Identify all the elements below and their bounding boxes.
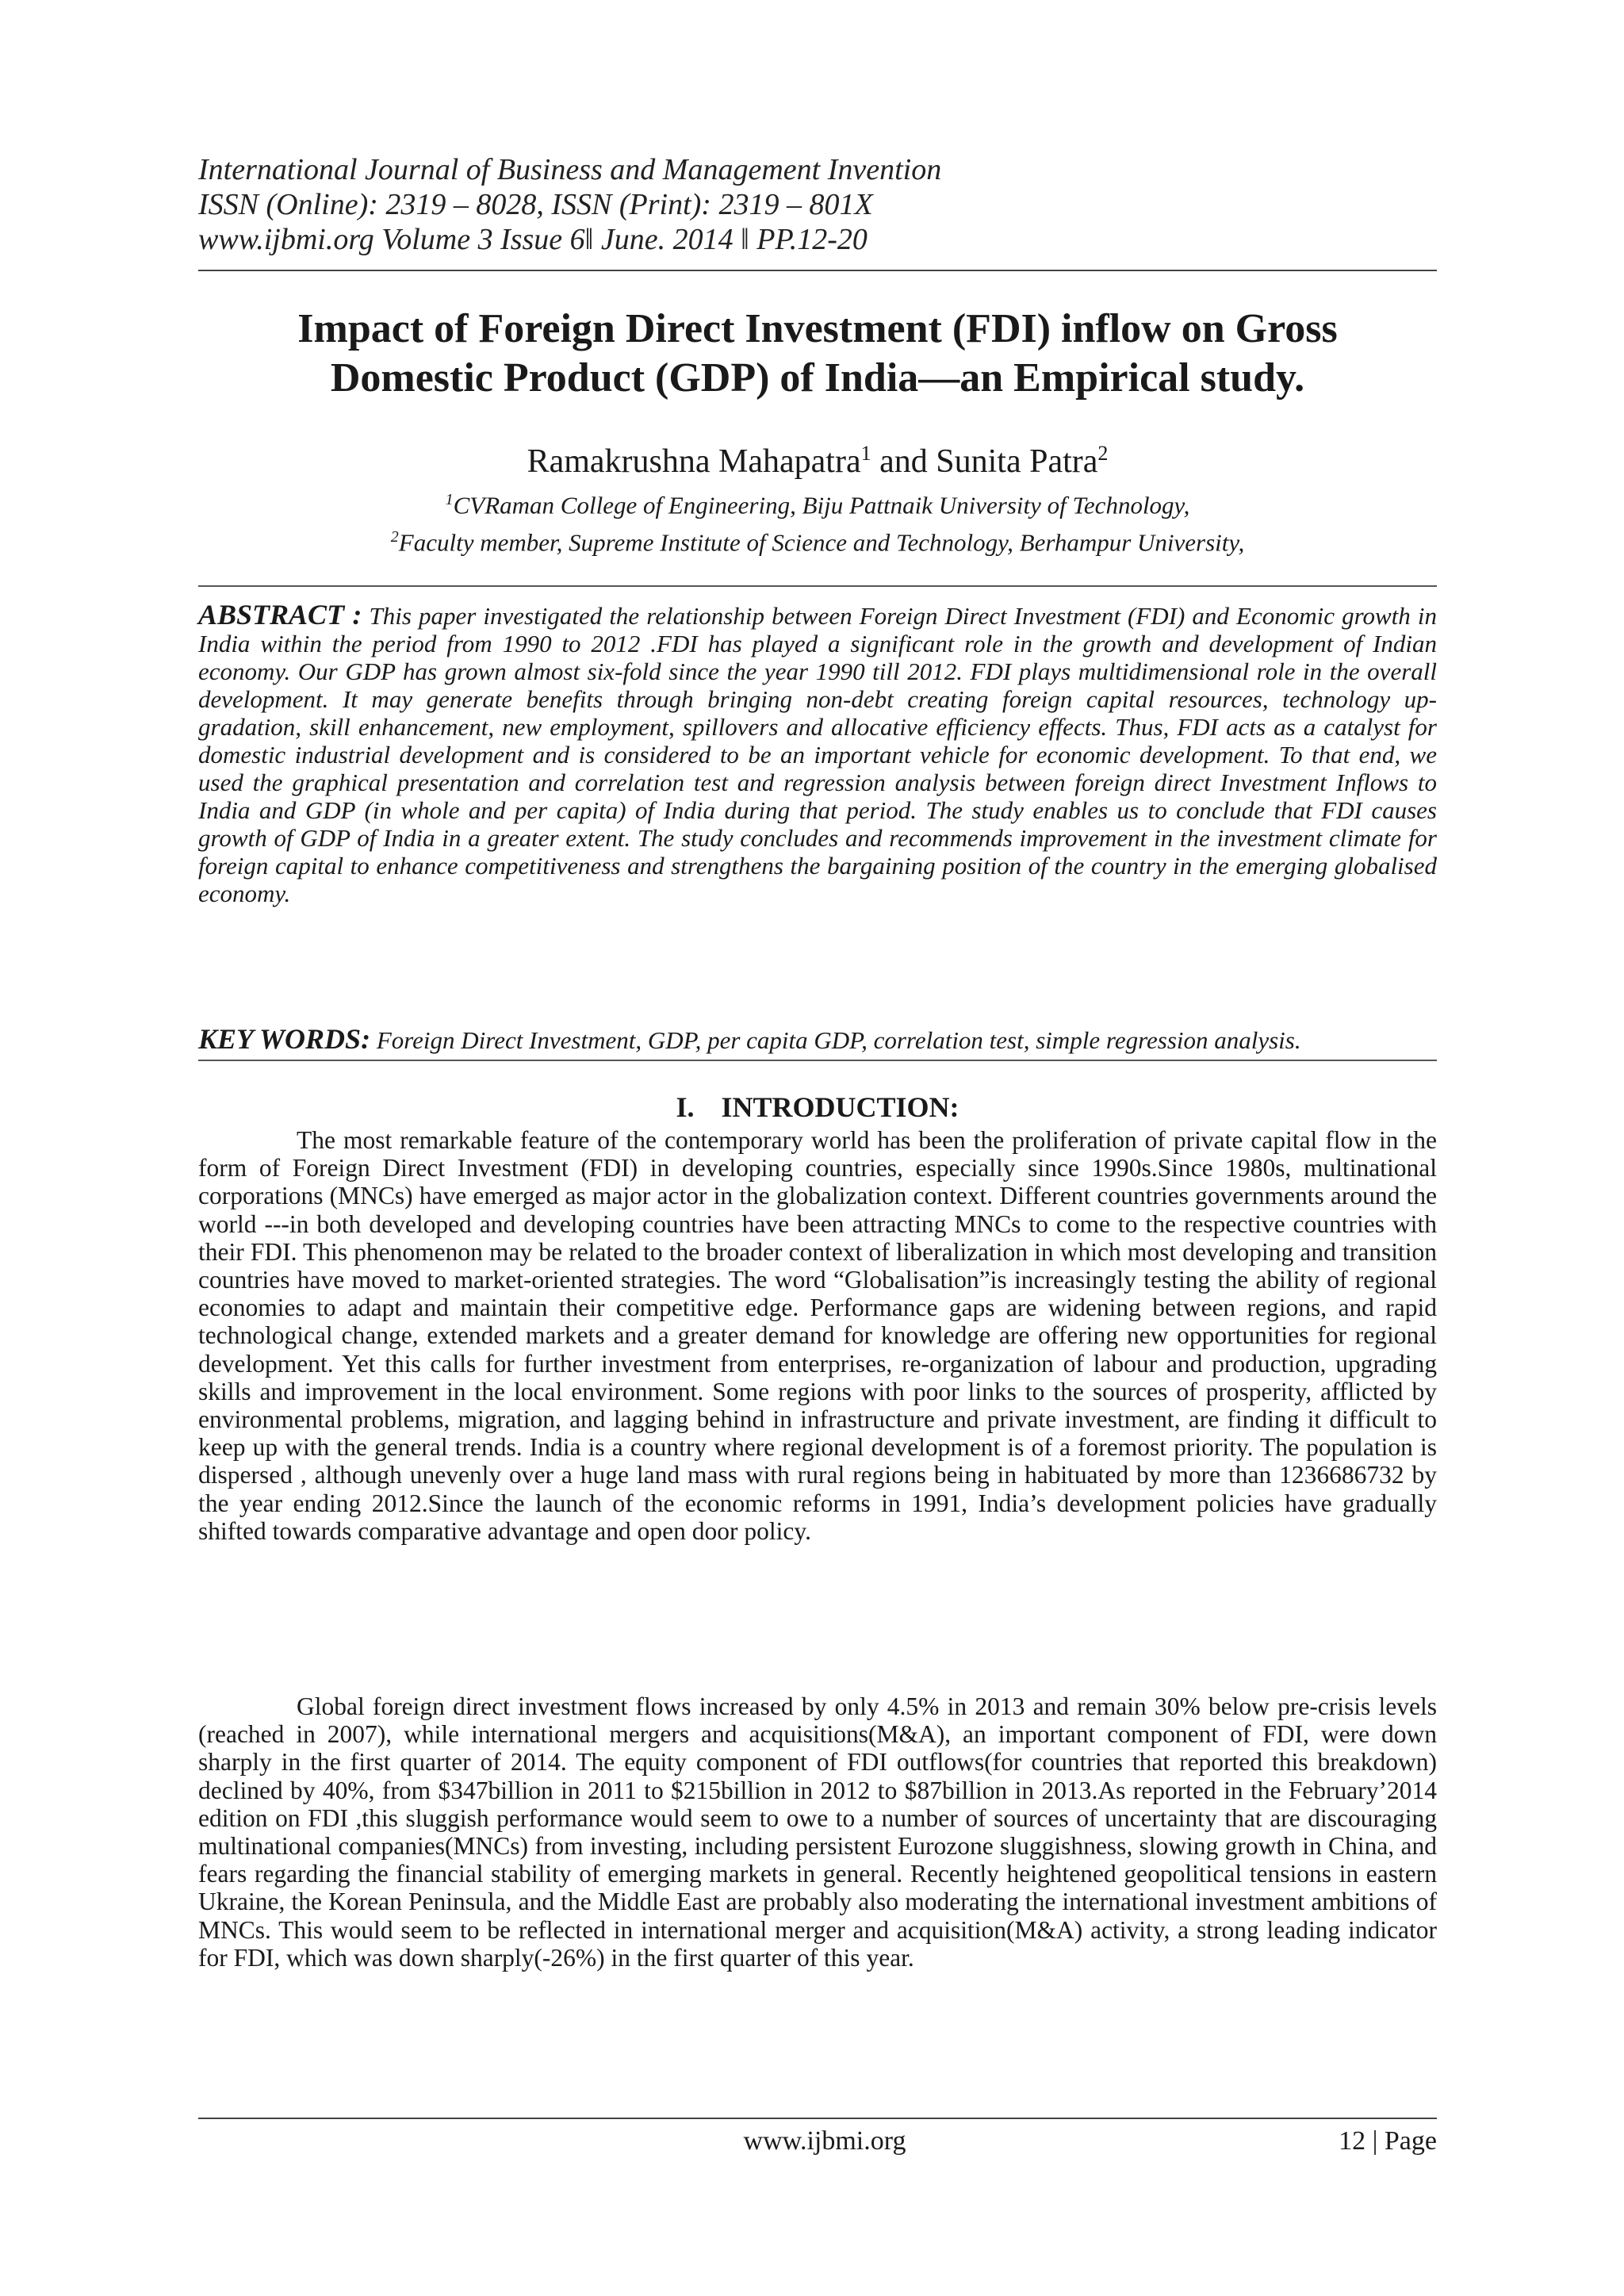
author-1: Ramakrushna Mahapatra <box>527 443 861 480</box>
keywords <box>198 1023 1437 1056</box>
keywords-divider <box>198 1060 1437 1061</box>
introduction-heading <box>198 1091 1437 1123</box>
abstract-top-divider <box>198 585 1437 587</box>
affiliation-2-text: Faculty member, Supreme Institute of Science and Technology, Berhampur University, <box>398 528 1245 557</box>
abstract-text: This paper investigated the relationship between Foreign Direct Investment (FDI) and Economic growth in India within the period from 1990 to 2012 .FDI has played a significant role in the growth and development of Indian economy. Our GDP has grown almost six-fold since the year 1990 till 2012. FDI plays multidimensional role in the overall development. It may generate benefits through bringing non-debt creating foreign capital resources, technology up-gradation, skill enhancement, new employment, spillovers and allocative efficiency effects. Thus, FDI acts as a catalyst for domestic industrial development and is considered to be an important vehicle for economic development. To that end, we used the graphical presentation and correlation test and regression analysis between foreign direct Investment Inflows to India and GDP (in whole and per capita) of India during that period. The study enables us to conclude that FDI causes growth of GDP of India in a greater extent. The study concludes and recommends improvement in the investment climate for foreign capital to enhance competitiveness and strengthens the bargaining position of the country in the emerging globalised economy. <box>198 602 1437 907</box>
keywords-label: KEY WORDS: <box>198 1023 371 1055</box>
journal-issn: ISSN (Online): 2319 – 8028, ISSN (Print): 2319 – 801X <box>198 188 873 221</box>
footer-page-number: 12 | Page <box>1339 2126 1437 2156</box>
footer-website: www.ijbmi.org <box>743 2126 906 2156</box>
author-2-sup: 2 <box>1097 442 1109 465</box>
affiliation-2 <box>198 521 1437 558</box>
author-2: Sunita Patra <box>936 443 1098 480</box>
affiliation-2-sup: 2 <box>390 528 399 546</box>
affiliation-1-text: CVRaman College of Engineering, Biju Pattnaik University of Technology, <box>453 491 1190 519</box>
header-divider <box>198 270 1437 271</box>
author-conjunction: and <box>879 443 928 480</box>
section-number: I. <box>676 1091 695 1123</box>
title-line-1: Impact of Foreign Direct Investment (FDI) inflow on Gross <box>297 306 1338 351</box>
section-title: INTRODUCTION: <box>721 1091 959 1123</box>
affiliation-1-sup: 1 <box>445 491 454 508</box>
author-1-sup: 1 <box>860 442 871 465</box>
journal-name: International Journal of Business and Management Invention <box>198 153 942 186</box>
abstract <box>198 601 1437 907</box>
journal-header <box>198 152 1437 257</box>
abstract-label: ABSTRACT : <box>198 599 362 631</box>
paper-title <box>198 305 1437 403</box>
keywords-text: Foreign Direct Investment, GDP, per capita GDP, correlation test, simple regression analysis. <box>376 1026 1301 1054</box>
author-list <box>198 435 1437 481</box>
title-line-2: Domestic Product (GDP) of India—an Empirical study. <box>330 355 1305 401</box>
introduction-paragraph-1: The most remarkable feature of the contemporary world has been the proliferation of private capital flow in the form of Foreign Direct Investment (FDI) in developing countries, especially since 1990s.Since 1980s, multinational corporations (MNCs) have emerged as major actor in the globalization context. Different countries governments around the world ---in both developed and developing countries have been attracting MNCs to come to the respective countries with their FDI. This phenomenon may be related to the broader context of liberalization in which most developing and transition countries have moved to market-oriented strategies. The word “Globalisation”is increasingly testing the ability of regional economies to adapt and maintain their competitive edge. Performance gaps are widening between regions, and rapid technological change, extended markets and a greater demand for knowledge are offering new opportunities for regional development. Yet this calls for further investment from enterprises, re-organization of labour and production, upgrading skills and improvement in the local environment. Some regions with poor links to the sources of prosperity, afflicted by environmental problems, migration, and lagging behind in infrastructure and private investment, are finding it difficult to keep up with the general trends. India is a country where regional development is of a foremost priority. The population is dispersed , although unevenly over a huge land mass with rural regions being in habituated by more than 1236686732 by the year ending 2012.Since the launch of the economic reforms in 1991, India’s development policies have gradually shifted towards comparative advantage and open door policy. <box>198 1126 1437 1545</box>
affiliations <box>198 484 1437 559</box>
affiliation-1 <box>198 484 1437 521</box>
journal-volume: www.ijbmi.org Volume 3 Issue 6‖ June. 2014 ‖ PP.12-20 <box>198 223 868 256</box>
footer-divider <box>198 2118 1437 2119</box>
introduction-paragraph-2: Global foreign direct investment flows increased by only 4.5% in 2013 and remain 30% below pre-crisis levels (reached in 2007), while international mergers and acquisitions(M&A), an important component of FDI, were down sharply in the first quarter of 2014. The equity component of FDI outflows(for countries that reported this breakdown) declined by 40%, from $347billion in 2011 to $215billion in 2012 to $87billion in 2013.As reported in the February’2014 edition on FDI ,this sluggish performance would seem to owe to a number of sources of uncertainty that are discouraging multinational companies(MNCs) from investing, including persistent Eurozone sluggishness, slowing growth in China, and fears regarding the financial stability of emerging markets in general. Recently heightened geopolitical tensions in eastern Ukraine, the Korean Peninsula, and the Middle East are probably also moderating the international investment ambitions of MNCs. This would seem to be reflected in international merger and acquisition(M&A) activity, a strong leading indicator for FDI, which was down sharply(-26%) in the first quarter of this year. <box>198 1692 1437 1972</box>
